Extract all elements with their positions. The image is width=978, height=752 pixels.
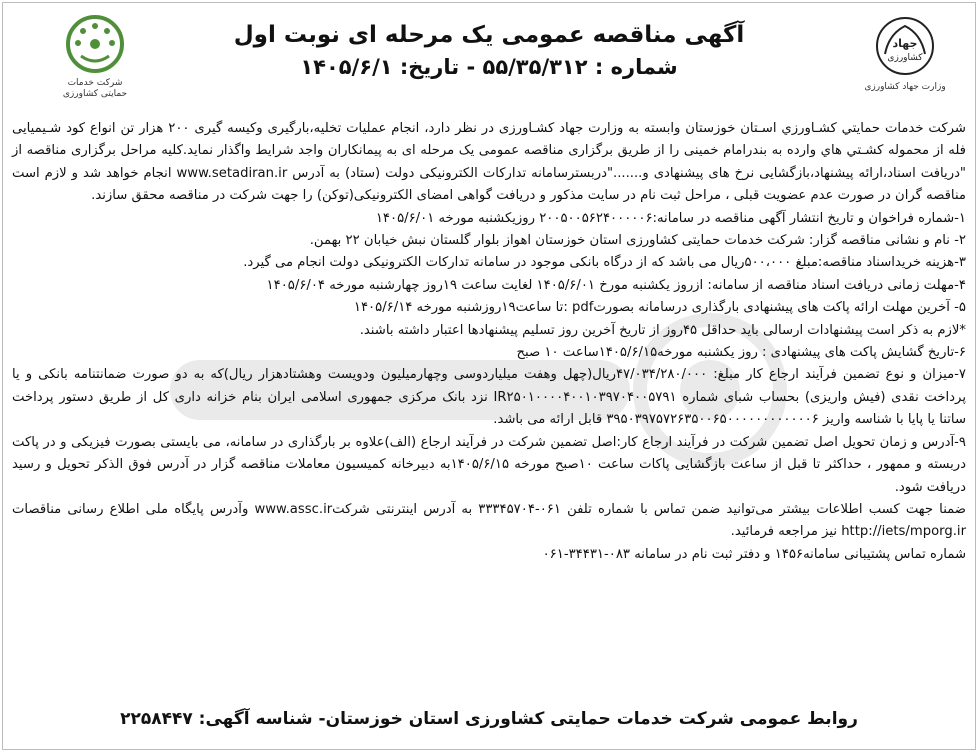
right-logo-text-top: جهاد [892, 37, 918, 50]
item-1: ۱-شماره فراخوان و تاریخ انتشار آگهی مناقصه در سامانه:۲۰۰۵۰۰۵۶۲۴۰۰۰۰۰۶ روزیکشنبه مورخه ۱۴۰۵/۶/۰۱ [375, 210, 966, 226]
notice-footer: روابط عمومی شرکت خدمات حمایتی کشاورزی استان خوزستان- شناسه آگهی: ۲۲۵۸۴۴۷ [120, 709, 858, 729]
notice-header [0, 0, 978, 120]
item-5: ۵- آخرین مهلت ارائه پاکت های پیشنهادی بارگذاری درسامانه بصورتpdf :تا ساعت۱۹روزشنبه مورخه ۱۴۰۵/۶/۱۴ [353, 300, 966, 316]
title-block [180, 18, 798, 82]
intro-paragraph: شرکت خدمات حمايتي کشـاورزي اسـتان خوزستان وابسته به وزارت جهاد کشـاورزی در نظر دارد، انجام عملیات تخلیه،بارگیری وکیسه گیری ۲۰۰ هزار تن انواع کود شـیمیایی فله از محموله کشـتي هاي وارده به بندرامام خمینی را از طریق برگزاری مناقصه عمومی یک مرحله ای به پیمانکاران واجد شرایط واگذار نماید.کلیه مراحل برگزاری مناقصه از "دریافت اسناد،ارائه پیشنهاد،بازگشایی نرخ های پیشنهادی و......."دربسترسامانه تدارکات الکترونیکی دولت (ستاد) به آدرس www.setadiran.ir انجام خواهد شد و لازم است مناقصه گران در صورت عدم عضویت قبلی ، مراحل ثبت نام در سایت مذکور و دریافت گواهی امضای الکترونیکی(توکن) را جهت شرکت در مناقصه محقق سازند. [12, 121, 967, 204]
validity-note: *لازم به ذکر است پیشنهادات ارسالی باید حداقل ۴۵روز از تاریخ آخرین روز تسلیم پیشنهادها اعتبار داشته باشند. [359, 322, 966, 338]
right-logo-text-bottom: کشاورزی [887, 53, 923, 63]
item-3: ۳-هزینه خریداسناد مناقصه:مبلغ ۵۰۰،۰۰۰ریال می باشد که از درگاه بانکی موجود در سامانه تدارکات الکترونیکی دولت انجام می گیرد. [243, 255, 966, 271]
item-9: ۹-آدرس و زمان تحویل اصل تضمین شرکت در فرآیند ارجاع کار:اصل تضمین شرکت در فرآیند ارجاع (الف)علاوه بر بارگذاری در سامانه، می بایستی بصورت فیزیکی و در پاکت دربسته و ممهور ، حداکثر تا قبل از ساعت بازگشایی پاکات ساعت ۱۰صبح مورخه ۱۴۰۵/۶/۱۵به دبیرخانه کمیسیون معاملات مناقصه گزار در آدرس فوق الذکر تحویل و رسید دریافت شود. [12, 434, 966, 495]
item-6: ۶-تاریخ گشایش پاکت های پیشنهادی : روز یکشنبه مورخه۱۴۰۵/۶/۱۵ساعت ۱۰ صبح [516, 345, 966, 361]
left-logo [40, 14, 150, 114]
right-logo-caption: وزارت جهاد کشاورزی [864, 82, 946, 92]
left-logo-caption-1: شرکت خدمات [67, 78, 123, 88]
ministry-logo-icon [873, 14, 937, 78]
left-logo-caption-2: حمایتی کشاورزی [62, 89, 128, 99]
item-7: ۷-میزان و نوع تضمین فرآیند ارجاع کار مبلغ: ۴۷/۰۳۴/۲۸۰/۰۰۰ریال(چهل وهفت میلیاردوسی وچهارمیلیون ودویست وهشتادهزار ریال)که به دو صورت ضمانتنامه بانکی و یا پرداخت نقدی (فیش واریزی) بحساب شبای شماره IR۲۵۰۱۰۰۰۰۴۰۰۱۰۳۹۷۰۴۰۰۵۷۹۱ نزد بانک مرکزی جمهوری اسلامی ایران بنام خزانه داری کل از طریق دستور پرداخت ساتنا یا پایا با شناسه واریز ۳۹۵۰۳۹۷۵۷۲۶۳۵۰۰۶۵۰۰۰۰۰۰۰۰۰۰۰۰۶ قابل ارائه می باشد. [12, 367, 967, 428]
right-logo [850, 14, 960, 114]
item-2: ۲- نام و نشانی مناقصه گزار: شرکت خدمات حمایتی کشاورزی استان خوزستان اهواز بلوار گلستان نبش خیابان ۲۲ بهمن. [309, 233, 966, 249]
assc-logo-icon [65, 14, 125, 74]
notice-number: شماره : ۵۵/۳۵/۳۱۲ - تاریخ: ۱۴۰۵/۶/۱ [300, 55, 678, 79]
item-4: ۴-مهلت زمانی دریافت اسناد مناقصه از سامانه: ازروز یکشنبه مورخ ۱۴۰۵/۶/۰۱ لغایت ساعت ۱۹روز چهارشنبه مورخه ۱۴۰۵/۶/۰۴ [266, 277, 966, 293]
support-info: شماره تماس پشتیبانی سامانه۱۴۵۶ و دفتر ثبت نام در سامانه ۰۸۳-۳۴۴۳۱-۰۶۱ [542, 546, 966, 562]
contact-info: ضمنا جهت کسب اطلاعات بیشتر می‌توانید ضمن تماس با شماره تلفن ۰۶۱-۳۳۳۴۵۷۰۴ به آدرس اینترنتی شرکتwww.assc.ir وآدرس پایگاه ملی اطلاع رسانی مناقصات http://iets/mporg.ir نیز مراجعه فرمائید. [12, 501, 966, 540]
notice-body [12, 118, 966, 566]
notice-title: آگهی مناقصه عمومی یک مرحله ای نوبت اول [233, 22, 745, 48]
